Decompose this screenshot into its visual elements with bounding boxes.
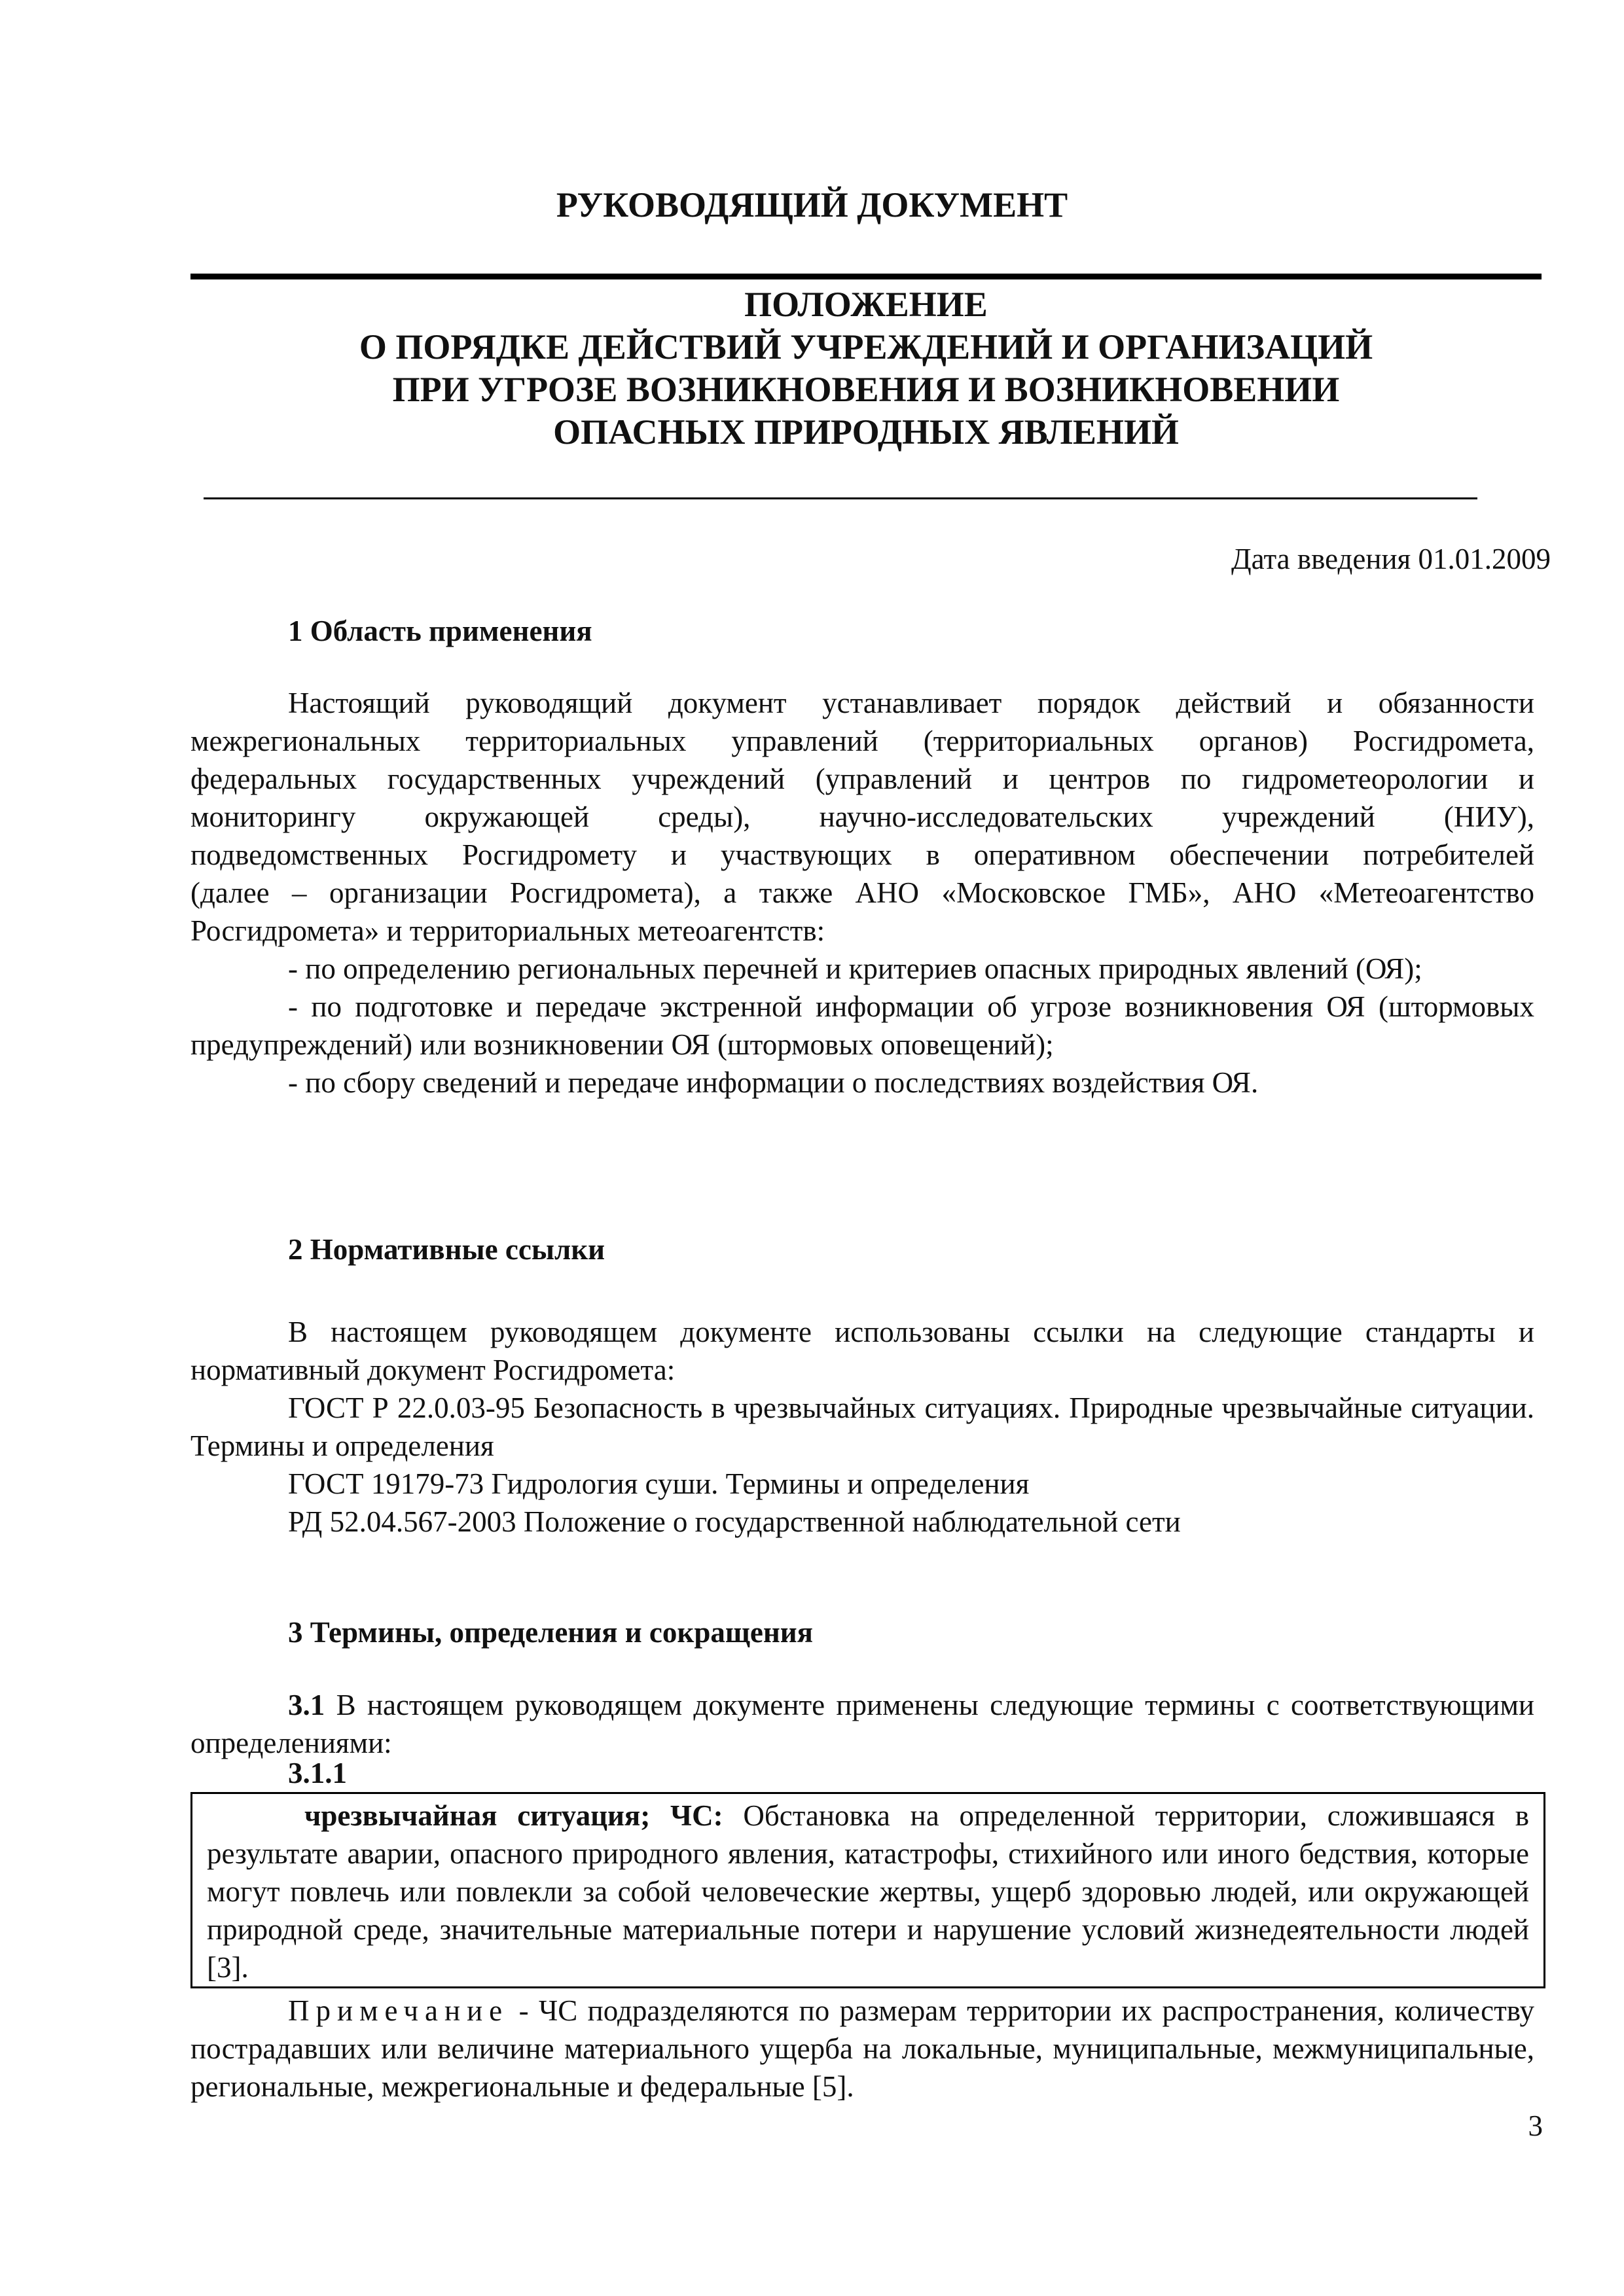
term-abbreviation: ЧС:: [650, 1799, 723, 1832]
paragraph-line: Росгидромета» и территориальных метеоагентств:: [190, 914, 825, 947]
term: чрезвычайная ситуация;: [304, 1799, 651, 1832]
paragraph-line: мониторингу окружающей среды), научно-исследовательских учреждений (НИУ),: [190, 800, 1534, 833]
note-paragraph: [190, 1992, 1534, 2106]
title-line: ОПАСНЫХ ПРИРОДНЫХ ЯВЛЕНИЙ: [553, 412, 1179, 452]
page-number: 3: [1528, 2109, 1543, 2142]
paragraph-line: (далее – организации Росгидромета), а также АНО «Московское ГМБ», АНО «Метеоагентство: [190, 876, 1534, 909]
clause-number: 3.1: [288, 1689, 325, 1721]
clause-3-1-1-number: 3.1.1: [288, 1757, 347, 1789]
paragraph-line: федеральных государственных учреждений (управлений и центров по гидрометеорологии и: [190, 762, 1534, 795]
term-definition: Обстановка на определенной территории, сложившаяся в результате аварии, опасного природного явления, катастрофы, стихийного или иного бедствия, которые могут повлечь или повлекли за собой человеческие жертвы, ущерб здоровью людей, или окружающей природной среде, значительные материальные потери и нарушение условий жизнедеятельности людей [3].: [207, 1799, 1530, 1984]
section-3-1-paragraph: [190, 1686, 1534, 1762]
title-line: ПОЛОЖЕНИЕ: [744, 285, 988, 324]
section-2-intro: В настоящем руководящем документе использованы ссылки на следующие стандарты и нормативный документ Росгидромета:: [190, 1316, 1534, 1386]
list-item: - по определению региональных перечней и критериев опасных природных явлений (ОЯ);: [288, 952, 1422, 985]
thick-divider: [190, 274, 1542, 279]
paragraph-line: межрегиональных территориальных управлений (территориальных органов) Росгидромета,: [190, 725, 1534, 757]
reference-item: ГОСТ 19179-73 Гидрология суши. Термины и определения: [288, 1467, 1030, 1500]
definition-box: [190, 1792, 1545, 1988]
section-2-references: [190, 1313, 1534, 1541]
introduction-date: Дата введения 01.01.2009: [1231, 543, 1551, 575]
paragraph-line: подведомственных Росгидромету и участвующих в оперативном обеспечении потребителей: [190, 838, 1534, 871]
paragraph-line: Настоящий руководящий документ устанавливает порядок действий и обязанности: [288, 687, 1534, 719]
reference-item: РД 52.04.567-2003 Положение о государственной наблюдательной сети: [288, 1505, 1181, 1538]
section-2-heading: 2 Нормативные ссылки: [288, 1233, 605, 1266]
title-line: ПРИ УГРОЗЕ ВОЗНИКНОВЕНИЯ И ВОЗНИКНОВЕНИИ: [392, 370, 1340, 409]
clause-text: В настоящем руководящем документе применены следующие термины с соответствующими определениями:: [190, 1689, 1534, 1759]
list-item: - по подготовке и передаче экстренной информации об угрозе возникновения ОЯ (штормовых предупреждений) или возникновении ОЯ (штормовых оповещений);: [190, 990, 1534, 1061]
list-item: - по сбору сведений и передаче информации о последствиях воздействия ОЯ.: [288, 1066, 1259, 1099]
note-text: - ЧС подразделяются по размерам территории их распространения, количеству пострадавших или величине материального ущерба на локальные, муниципальные, межмуниципальные, региональные, межрегиональные и федеральные [5].: [190, 1994, 1534, 2103]
section-1-heading: 1 Область применения: [288, 615, 592, 647]
thin-divider: [204, 497, 1477, 499]
reference-item: ГОСТ Р 22.0.03-95 Безопасность в чрезвычайных ситуациях. Природные чрезвычайные ситуации. Термины и определения: [190, 1391, 1534, 1462]
document-title: [190, 283, 1542, 454]
title-line: О ПОРЯДКЕ ДЕЙСТВИЙ УЧРЕЖДЕНИЙ И ОРГАНИЗАЦИЙ: [359, 327, 1373, 367]
section-3-heading: 3 Термины, определения и сокращения: [288, 1616, 814, 1649]
document-type-heading: РУКОВОДЯЩИЙ ДОКУМЕНТ: [556, 185, 1068, 224]
note-label: Примечание: [288, 1994, 509, 2027]
section-1-scope-paragraph: [190, 684, 1534, 1102]
